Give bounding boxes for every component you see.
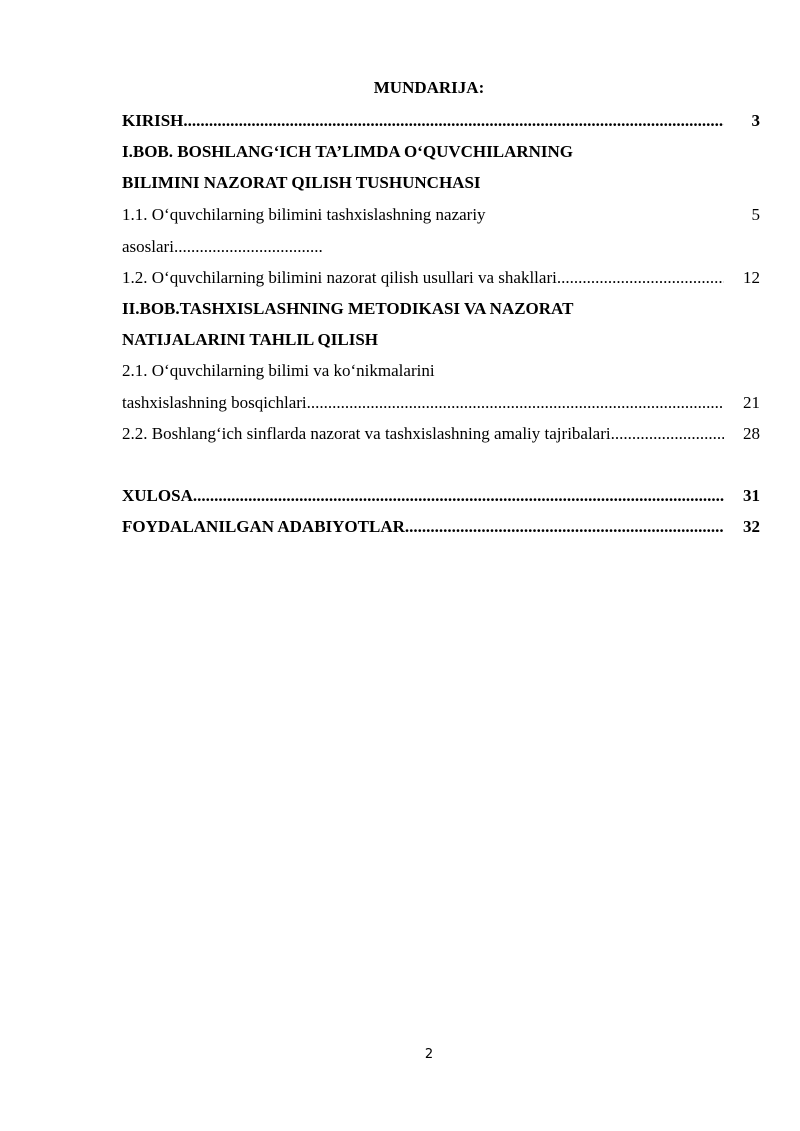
toc-entry-1-1-cont[interactable]: [122, 235, 322, 259]
toc-entry-1-1[interactable]: [122, 203, 760, 227]
toc-chapter-2-heading-cont[interactable]: [122, 328, 760, 352]
toc-entry-2-2[interactable]: [122, 422, 760, 446]
dot-leader: [193, 484, 724, 508]
toc-entry-label: 1.1. O‘quvchilarning bilimini tashxislashning nazariy: [122, 205, 486, 224]
toc-entry-label: 1.2. O‘quvchilarning bilimini nazorat qilish usullari va shakllari: [122, 268, 557, 287]
toc-page-number: 3: [751, 111, 760, 130]
toc-entry-kirish[interactable]: [122, 109, 760, 133]
dot-leader: [307, 391, 724, 415]
dot-leader: [174, 235, 322, 259]
dot-leader: [405, 515, 724, 539]
dot-leader: [611, 422, 724, 446]
toc-entry-label: NATIJALARINI TAHLIL QILISH: [122, 330, 379, 349]
toc-entry-label: BILIMINI NAZORAT QILISH TUSHUNCHASI: [122, 173, 481, 192]
toc-entry-label: XULOSA: [122, 486, 193, 505]
toc-entry-label: KIRISH: [122, 111, 184, 130]
toc-entry-label: I.BOB. BOSHLANG‘ICH TA’LIMDA O‘QUVCHILARNING: [122, 142, 574, 161]
toc-entry-label: tashxislashning bosqichlari: [122, 393, 307, 412]
toc-entry-1-2[interactable]: [122, 266, 760, 290]
toc-entry-label: asoslari: [122, 237, 174, 256]
toc-page-number: 12: [743, 268, 760, 287]
toc-page-number: 5: [751, 205, 760, 224]
toc-page-number: 21: [743, 393, 760, 412]
toc-entry-label: FOYDALANILGAN ADABIYOTLAR: [122, 517, 405, 536]
toc-entry-adabiyotlar[interactable]: [122, 515, 760, 539]
toc-chapter-2-heading[interactable]: [122, 297, 760, 321]
toc-title: MUNDARIJA:: [373, 78, 485, 97]
page-number: 2: [424, 1047, 434, 1062]
toc-page-number: 28: [743, 424, 760, 443]
toc-page-number: 31: [743, 486, 760, 505]
dot-leader: [183, 109, 724, 133]
toc-entry-label: II.BOB.TASHXISLASHNING METODIKASI VA NAZORAT: [122, 299, 574, 318]
dot-leader: [557, 266, 724, 290]
toc-chapter-1-heading[interactable]: [122, 140, 760, 164]
toc-page-number: 32: [743, 517, 760, 536]
toc-entry-xulosa[interactable]: [122, 484, 760, 508]
toc-entry-2-1[interactable]: [122, 359, 760, 383]
toc-entry-label: 2.1. O‘quvchilarning bilimi va ko‘nikmalarini: [122, 361, 435, 380]
toc-chapter-1-heading-cont[interactable]: [122, 171, 760, 195]
toc-entry-2-1-cont[interactable]: [122, 391, 760, 415]
toc-entry-label: 2.2. Boshlang‘ich sinflarda nazorat va tashxislashning amaliy tajribalari: [122, 424, 611, 443]
